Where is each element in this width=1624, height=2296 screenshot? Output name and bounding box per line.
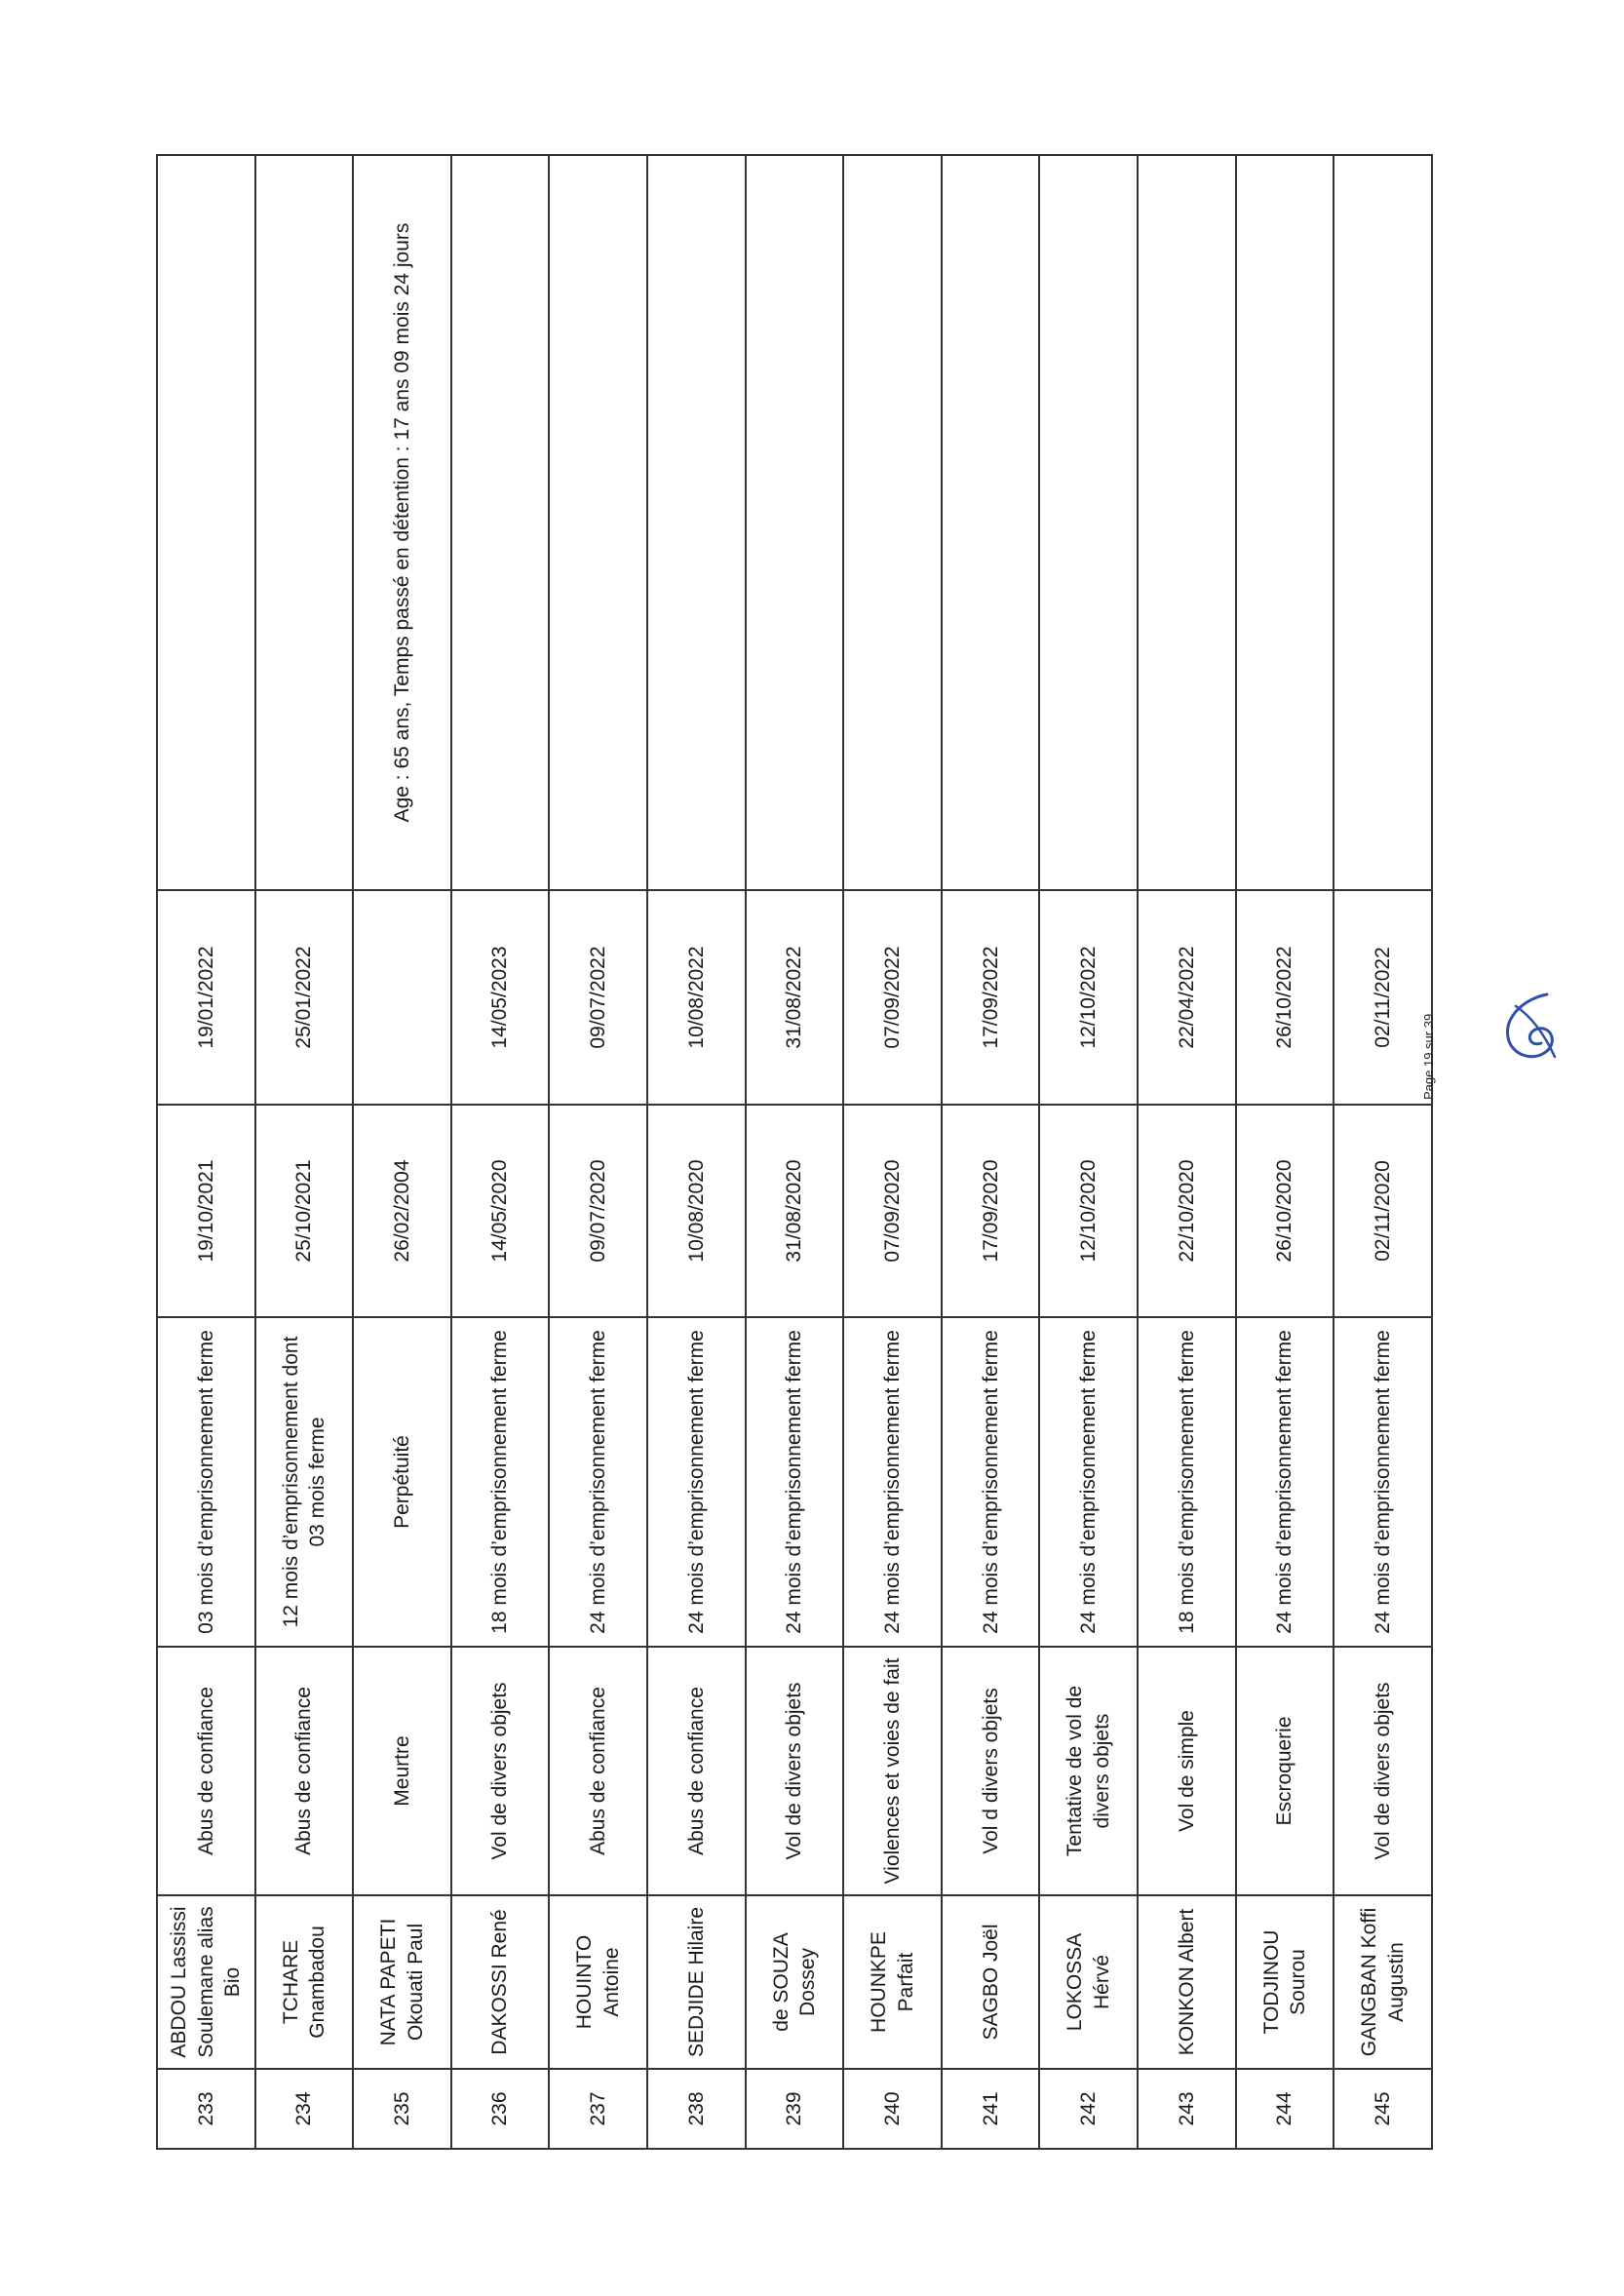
detainee-name-cell: GANGBAN Koffi Augustin: [1334, 1895, 1432, 2069]
start-date-cell: 12/10/2020: [1039, 1105, 1138, 1317]
detainee-table: [156, 154, 1433, 2150]
table-row: [942, 155, 1040, 2149]
observation-cell: [451, 155, 550, 890]
detainee-table-wrapper: [156, 156, 1433, 2150]
observation-cell: [549, 155, 647, 890]
row-number-cell: 234: [255, 2069, 354, 2149]
table-body: [157, 155, 1432, 2149]
table-row: [353, 155, 451, 2149]
infraction-cell: Vol de simple: [1138, 1647, 1236, 1895]
end-date-cell: 10/08/2022: [647, 890, 746, 1105]
sentence-cell: 24 mois d’emprisonnement ferme: [1334, 1317, 1432, 1647]
sentence-cell: Perpétuité: [353, 1317, 451, 1647]
start-date-cell: 19/10/2021: [157, 1105, 255, 1317]
sentence-cell: 24 mois d’emprisonnement ferme: [942, 1317, 1040, 1647]
end-date-cell: 07/09/2022: [843, 890, 942, 1105]
end-date-cell: 31/08/2022: [746, 890, 844, 1105]
row-number-cell: 243: [1138, 2069, 1236, 2149]
end-date-cell: 25/01/2022: [255, 890, 354, 1105]
start-date-cell: 09/07/2020: [549, 1105, 647, 1317]
end-date-cell: 09/07/2022: [549, 890, 647, 1105]
detainee-name-cell: de SOUZA Dossey: [746, 1895, 844, 2069]
detainee-name-cell: TCHARE Gnambadou: [255, 1895, 354, 2069]
infraction-cell: Abus de confiance: [647, 1647, 746, 1895]
infraction-cell: Vol de divers objets: [1334, 1647, 1432, 1895]
infraction-cell: Abus de confiance: [549, 1647, 647, 1895]
observation-cell: [1236, 155, 1334, 890]
row-number-cell: 245: [1334, 2069, 1432, 2149]
start-date-cell: 26/02/2004: [353, 1105, 451, 1317]
row-number-cell: 233: [157, 2069, 255, 2149]
sentence-cell: 24 mois d’emprisonnement ferme: [647, 1317, 746, 1647]
detainee-name-cell: LOKOSSA Hérvé: [1039, 1895, 1138, 2069]
infraction-cell: Abus de confiance: [157, 1647, 255, 1895]
table-row: [549, 155, 647, 2149]
detainee-name-cell: SAGBO Joël: [942, 1895, 1040, 2069]
end-date-cell: 19/01/2022: [157, 890, 255, 1105]
sentence-cell: 12 mois d’emprisonnement dont 03 mois ferme: [255, 1317, 354, 1647]
infraction-cell: Escroquerie: [1236, 1647, 1334, 1895]
row-number-cell: 236: [451, 2069, 550, 2149]
sentence-cell: 24 mois d’emprisonnement ferme: [1236, 1317, 1334, 1647]
row-number-cell: 235: [353, 2069, 451, 2149]
start-date-cell: 14/05/2020: [451, 1105, 550, 1317]
infraction-cell: Meurtre: [353, 1647, 451, 1895]
detainee-name-cell: DAKOSSI René: [451, 1895, 550, 2069]
row-number-cell: 239: [746, 2069, 844, 2149]
table-row: [1138, 155, 1236, 2149]
start-date-cell: 22/10/2020: [1138, 1105, 1236, 1317]
detainee-name-cell: HOUINTO Antoine: [549, 1895, 647, 2069]
observation-cell: [157, 155, 255, 890]
table-row: [843, 155, 942, 2149]
detainee-name-cell: TODJINOU Sourou: [1236, 1895, 1334, 2069]
table-row: [1236, 155, 1334, 2149]
start-date-cell: 31/08/2020: [746, 1105, 844, 1317]
end-date-cell: 22/04/2022: [1138, 890, 1236, 1105]
start-date-cell: 25/10/2021: [255, 1105, 354, 1317]
sentence-cell: 03 mois d’emprisonnement ferme: [157, 1317, 255, 1647]
row-number-cell: 244: [1236, 2069, 1334, 2149]
observation-cell: [1334, 155, 1432, 890]
table-row: [647, 155, 746, 2149]
row-number-cell: 242: [1039, 2069, 1138, 2149]
end-date-cell: [353, 890, 451, 1105]
detainee-name-cell: ABDOU Lassissi Soulemane alias Bio: [157, 1895, 255, 2069]
table-row: [1039, 155, 1138, 2149]
table-row: [255, 155, 354, 2149]
end-date-cell: 12/10/2022: [1039, 890, 1138, 1105]
observation-cell: [1138, 155, 1236, 890]
infraction-cell: Vol de divers objets: [746, 1647, 844, 1895]
start-date-cell: 26/10/2020: [1236, 1105, 1334, 1317]
observation-cell: [647, 155, 746, 890]
sentence-cell: 24 mois d’emprisonnement ferme: [1039, 1317, 1138, 1647]
observation-cell: [843, 155, 942, 890]
observation-cell: [746, 155, 844, 890]
start-date-cell: 07/09/2020: [843, 1105, 942, 1317]
observation-cell: [1039, 155, 1138, 890]
detainee-name-cell: HOUNKPE Parfait: [843, 1895, 942, 2069]
end-date-cell: 26/10/2022: [1236, 890, 1334, 1105]
infraction-cell: Vol de divers objets: [451, 1647, 550, 1895]
row-number-cell: 241: [942, 2069, 1040, 2149]
row-number-cell: 237: [549, 2069, 647, 2149]
infraction-cell: Vol d divers objets: [942, 1647, 1040, 1895]
row-number-cell: 238: [647, 2069, 746, 2149]
table-row: [451, 155, 550, 2149]
start-date-cell: 02/11/2020: [1334, 1105, 1432, 1317]
table-row: [1334, 155, 1432, 2149]
infraction-cell: Abus de confiance: [255, 1647, 354, 1895]
table-row: [746, 155, 844, 2149]
end-date-cell: 02/11/2022: [1334, 890, 1432, 1105]
observation-cell: [255, 155, 354, 890]
sentence-cell: 18 mois d’emprisonnement ferme: [1138, 1317, 1236, 1647]
page-number: Page 19 sur 39: [1421, 1013, 1436, 1100]
table-row: [157, 155, 255, 2149]
end-date-cell: 17/09/2022: [942, 890, 1040, 1105]
detainee-name-cell: KONKON Albert: [1138, 1895, 1236, 2069]
sentence-cell: 24 mois d’emprisonnement ferme: [746, 1317, 844, 1647]
signature-mark: [1487, 987, 1574, 1074]
sentence-cell: 24 mois d’emprisonnement ferme: [549, 1317, 647, 1647]
detainee-name-cell: SEDJIDE Hilaire: [647, 1895, 746, 2069]
sentence-cell: 24 mois d’emprisonnement ferme: [843, 1317, 942, 1647]
observation-cell: Age : 65 ans, Temps passé en détention : 17 ans 09 mois 24 jours: [353, 155, 451, 890]
row-number-cell: 240: [843, 2069, 942, 2149]
detainee-name-cell: NATA PAPETI Okouati Paul: [353, 1895, 451, 2069]
end-date-cell: 14/05/2023: [451, 890, 550, 1105]
infraction-cell: Violences et voies de fait: [843, 1647, 942, 1895]
start-date-cell: 17/09/2020: [942, 1105, 1040, 1317]
observation-cell: [942, 155, 1040, 890]
infraction-cell: Tentative de vol de divers objets: [1039, 1647, 1138, 1895]
start-date-cell: 10/08/2020: [647, 1105, 746, 1317]
sentence-cell: 18 mois d’emprisonnement ferme: [451, 1317, 550, 1647]
